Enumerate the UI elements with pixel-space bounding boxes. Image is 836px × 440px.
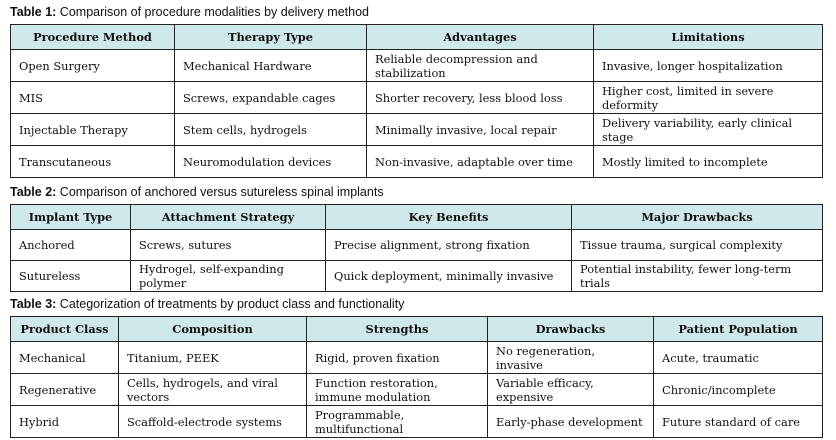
table1-header-cell: Procedure Method xyxy=(11,25,175,50)
table-cell: Sutureless xyxy=(11,261,131,292)
table-row xyxy=(11,50,823,82)
table2-caption xyxy=(10,185,384,199)
table3 xyxy=(10,316,823,438)
table-cell: Injectable Therapy xyxy=(11,114,175,146)
table-cell: Transcutaneous xyxy=(11,146,175,178)
table-cell: Programmable, multifunctional xyxy=(307,406,488,438)
table-cell: Chronic/incomplete xyxy=(654,374,823,406)
table-cell: Delivery variability, early clinical stage xyxy=(594,114,823,146)
table-cell: Minimally invasive, local repair xyxy=(367,114,594,146)
table-cell: Future standard of care xyxy=(654,406,823,438)
table-cell: Tissue trauma, surgical complexity xyxy=(572,230,823,261)
table1 xyxy=(10,24,823,178)
table-cell: Variable efficacy, expensive xyxy=(488,374,654,406)
table2-header-cell: Attachment Strategy xyxy=(131,205,326,230)
table-row xyxy=(11,82,823,114)
table-cell: Stem cells, hydrogels xyxy=(175,114,367,146)
table2-header-cell: Key Benefits xyxy=(326,205,572,230)
table1-header-cell: Advantages xyxy=(367,25,594,50)
table1-header-cell: Limitations xyxy=(594,25,823,50)
table2-header-cell: Major Drawbacks xyxy=(572,205,823,230)
table-cell: Reliable decompression and stabilization xyxy=(367,50,594,82)
table-cell: Invasive, longer hospitalization xyxy=(594,50,823,82)
table2-title: Comparison of anchored versus sutureless spinal implants xyxy=(59,185,384,199)
table-cell: Precise alignment, strong fixation xyxy=(326,230,572,261)
table-cell: Mostly limited to incomplete xyxy=(594,146,823,178)
table3-header-cell: Patient Population xyxy=(654,317,823,342)
table-row xyxy=(11,114,823,146)
table-cell: No regeneration, invasive xyxy=(488,342,654,374)
table-cell: Screws, expandable cages xyxy=(175,82,367,114)
table-cell: Neuromodulation devices xyxy=(175,146,367,178)
table1-label: Table 1: xyxy=(10,5,57,19)
table1-title: Comparison of procedure modalities by delivery method xyxy=(59,5,369,19)
table-row xyxy=(11,374,823,406)
table-cell: Open Surgery xyxy=(11,50,175,82)
table2-header-cell: Implant Type xyxy=(11,205,131,230)
table3-header-cell: Drawbacks xyxy=(488,317,654,342)
table3-header-cell: Strengths xyxy=(307,317,488,342)
table-cell: Hybrid xyxy=(11,406,119,438)
table-cell: Early-phase development xyxy=(488,406,654,438)
table-cell: Function restoration, immune modulation xyxy=(307,374,488,406)
table3-header-cell: Product Class xyxy=(11,317,119,342)
table3-header-cell: Composition xyxy=(119,317,307,342)
table-cell: Titanium, PEEK xyxy=(119,342,307,374)
table-cell: Higher cost, limited in severe deformity xyxy=(594,82,823,114)
table3-label: Table 3: xyxy=(10,297,57,311)
table-cell: Scaffold-electrode systems xyxy=(119,406,307,438)
table3-header-row xyxy=(11,317,823,342)
table2 xyxy=(10,204,823,292)
table-cell: Rigid, proven fixation xyxy=(307,342,488,374)
table1-caption xyxy=(10,5,369,19)
table-cell: Shorter recovery, less blood loss xyxy=(367,82,594,114)
table-cell: MIS xyxy=(11,82,175,114)
table2-label: Table 2: xyxy=(10,185,57,199)
table-cell: Mechanical xyxy=(11,342,119,374)
table-cell: Quick deployment, minimally invasive xyxy=(326,261,572,292)
table3-caption xyxy=(10,297,404,311)
table-cell: Acute, traumatic xyxy=(654,342,823,374)
table3-title: Categorization of treatments by product class and functionality xyxy=(59,297,405,311)
table-row xyxy=(11,406,823,438)
table-row xyxy=(11,146,823,178)
table1-header-row xyxy=(11,25,823,50)
table-cell: Mechanical Hardware xyxy=(175,50,367,82)
table2-header-row xyxy=(11,205,823,230)
table-cell: Hydrogel, self-expanding polymer xyxy=(131,261,326,292)
table1-header-cell: Therapy Type xyxy=(175,25,367,50)
table-row xyxy=(11,230,823,261)
table-cell: Potential instability, fewer long-term trials xyxy=(572,261,823,292)
table-cell: Cells, hydrogels, and viral vectors xyxy=(119,374,307,406)
table-cell: Screws, sutures xyxy=(131,230,326,261)
table-cell: Anchored xyxy=(11,230,131,261)
table-cell: Regenerative xyxy=(11,374,119,406)
table-cell: Non-invasive, adaptable over time xyxy=(367,146,594,178)
table-row xyxy=(11,261,823,292)
table-row xyxy=(11,342,823,374)
